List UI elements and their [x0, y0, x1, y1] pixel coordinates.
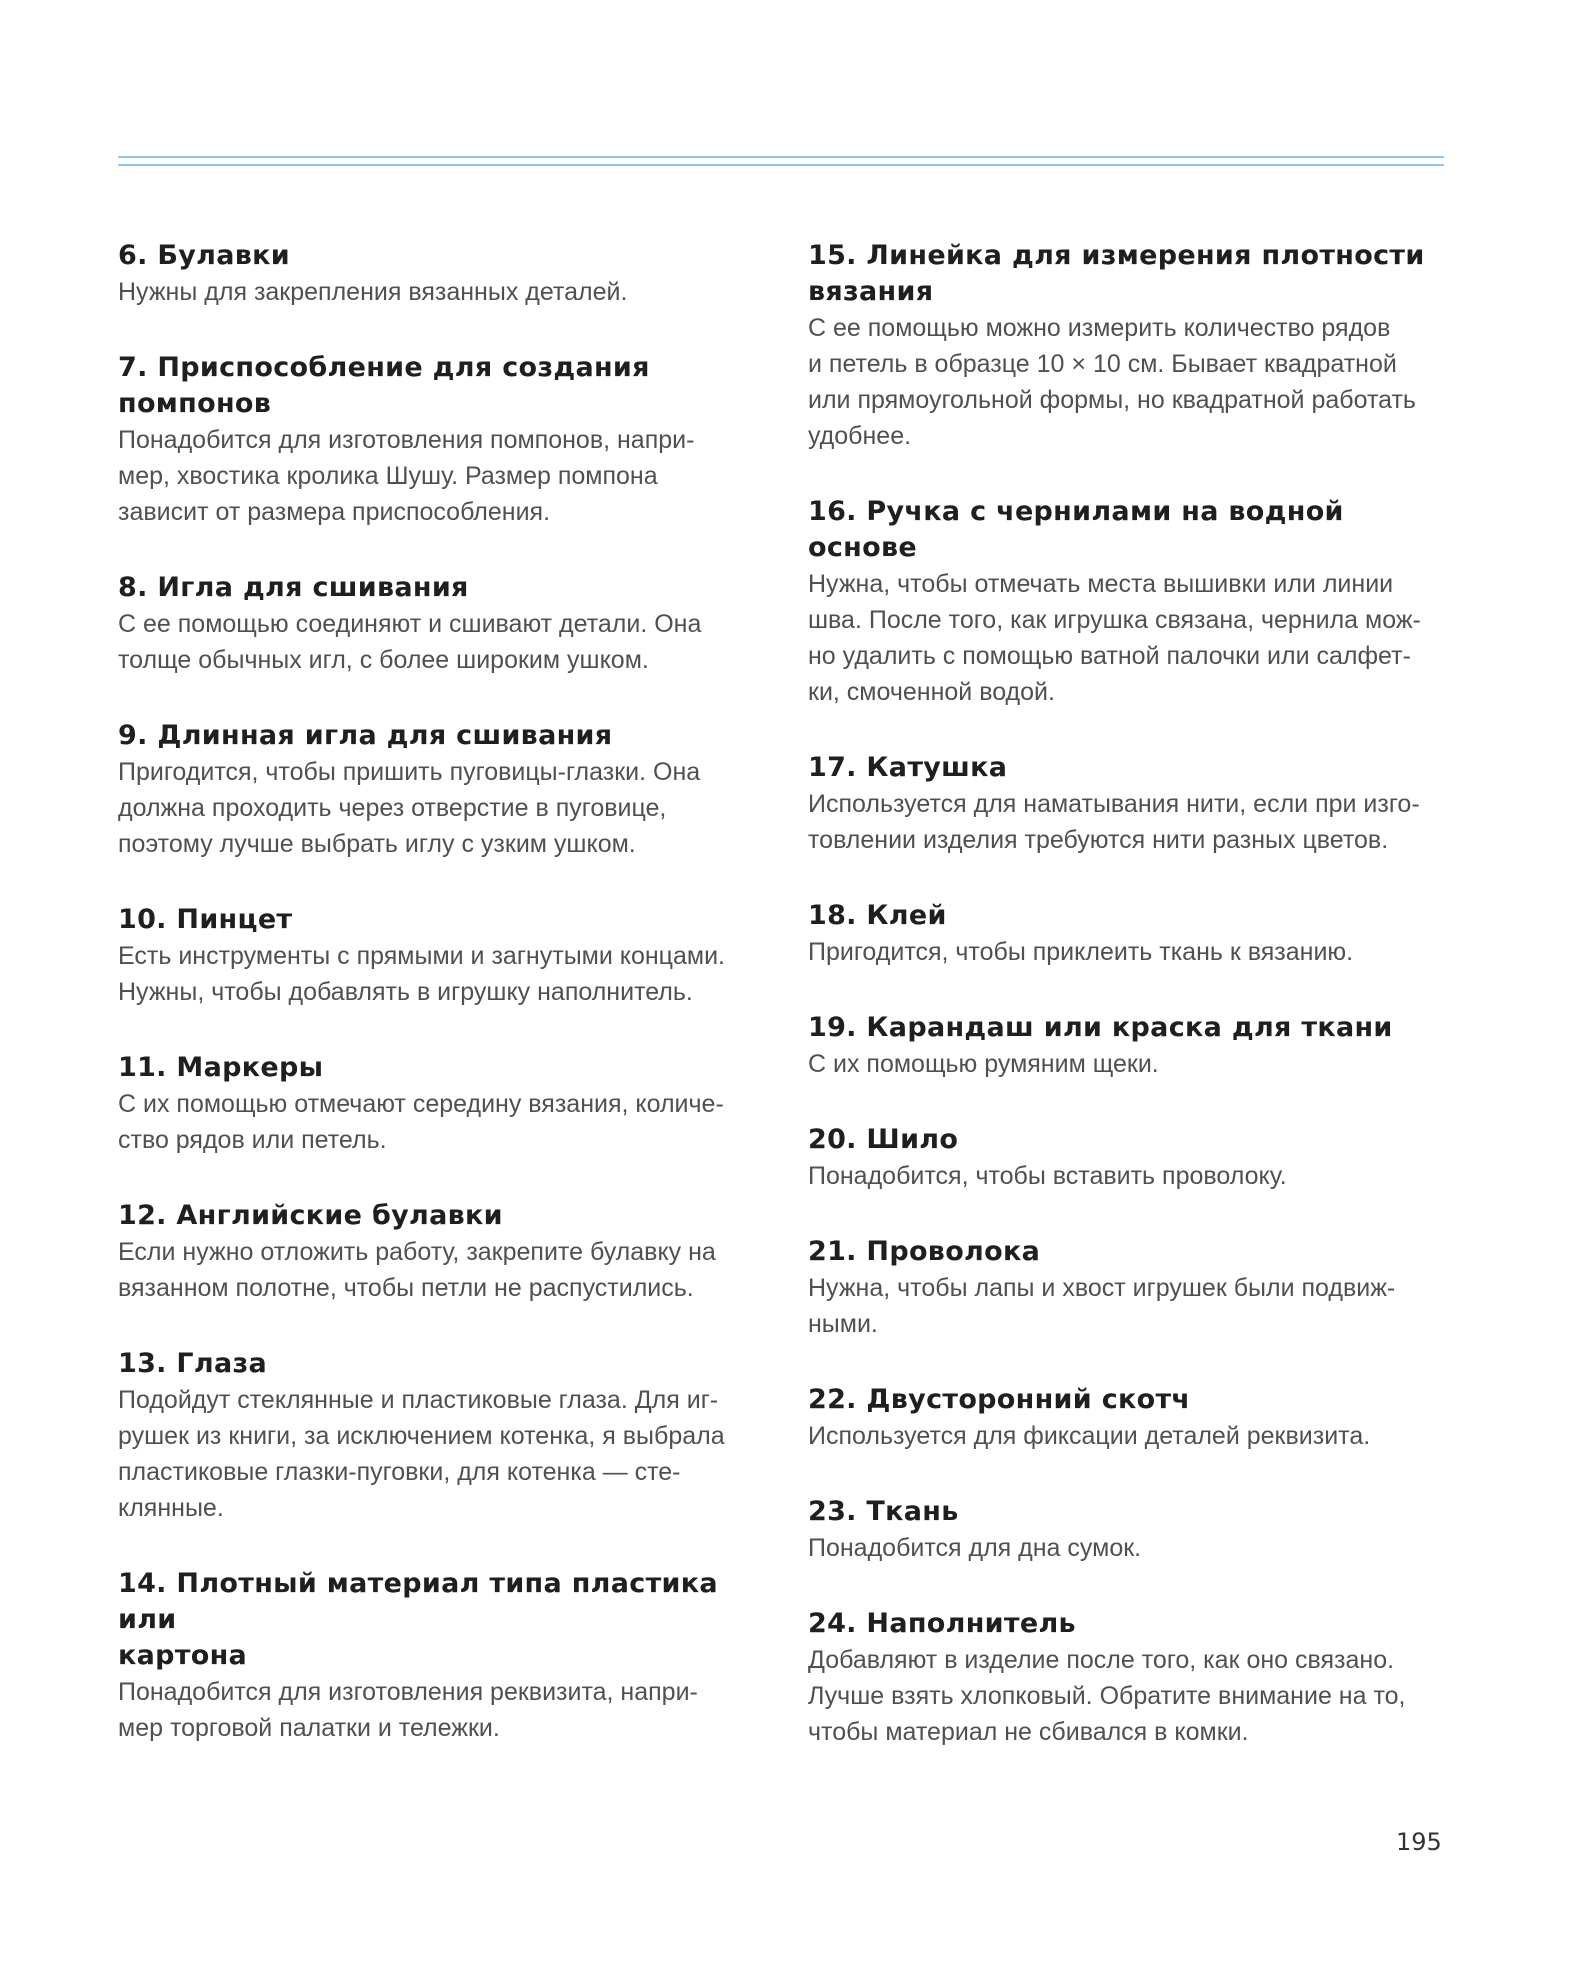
- item-title: 21. Проволока: [808, 1236, 1041, 1267]
- item-description: Понадобится для дна сумок.: [808, 1534, 1142, 1562]
- item-title: 22. Двусторонний скотч: [808, 1384, 1191, 1415]
- list-item: [808, 494, 1448, 710]
- list-item: [118, 1050, 758, 1158]
- item-description: Добавляют в изделие после того, как оно связано. Лучше взять хлопковый. Обратите внимание на то, чтобы материал не сбивался в комки.: [808, 1646, 1406, 1746]
- list-item: [808, 1010, 1448, 1082]
- top-rule-upper: [118, 156, 1444, 158]
- item-description: Нужна, чтобы лапы и хвост игрушек были подвиж- ными.: [808, 1274, 1396, 1338]
- item-title: 24. Наполнитель: [808, 1608, 1076, 1639]
- item-description: Если нужно отложить работу, закрепите булавку на вязанном полотне, чтобы петли не распустились.: [118, 1238, 716, 1302]
- item-description: Нужна, чтобы отмечать места вышивки или линии шва. После того, как игрушка связана, чернила мож- но удалить с помощью ватной палочки или салфет- ки, смоченной водой.: [808, 570, 1421, 706]
- list-item: [118, 1566, 758, 1746]
- list-item: [118, 1346, 758, 1526]
- item-description: С их помощью румяним щеки.: [808, 1050, 1159, 1078]
- list-item: [808, 1382, 1448, 1454]
- item-title: 20. Шило: [808, 1124, 959, 1155]
- item-description: Понадобится, чтобы вставить проволоку.: [808, 1162, 1287, 1190]
- item-title: 11. Маркеры: [118, 1052, 324, 1083]
- list-item: [118, 570, 758, 678]
- item-title: 6. Булавки: [118, 240, 290, 271]
- item-description: С ее помощью можно измерить количество рядов и петель в образце 10 × 10 см. Бывает квадратной или прямоугольной формы, но квадратной работать удобнее.: [808, 314, 1416, 450]
- item-description: Используется для фиксации деталей реквизита.: [808, 1422, 1371, 1450]
- item-title: 16. Ручка с чернилами на водной основе: [808, 496, 1344, 563]
- left-column: [118, 238, 758, 1786]
- list-item: [808, 1122, 1448, 1194]
- top-rule-lower: [118, 164, 1444, 166]
- list-item: [118, 902, 758, 1010]
- list-item: [808, 1606, 1448, 1750]
- item-title: 15. Линейка для измерения плотности вязания: [808, 240, 1425, 307]
- list-item: [808, 1234, 1448, 1342]
- item-description: С их помощью отмечают середину вязания, количе- ство рядов или петель.: [118, 1090, 724, 1154]
- item-description: Пригодится, чтобы приклеить ткань к вязанию.: [808, 938, 1354, 966]
- list-item: [808, 898, 1448, 970]
- item-description: Используется для наматывания нити, если при изго- товлении изделия требуются нити разных цветов.: [808, 790, 1420, 854]
- list-item: [118, 238, 758, 310]
- item-title: 9. Длинная игла для сшивания: [118, 720, 613, 751]
- item-title: 17. Катушка: [808, 752, 1008, 783]
- item-title: 23. Ткань: [808, 1496, 959, 1527]
- item-description: С ее помощью соединяют и сшивают детали. Она толще обычных игл, с более широким ушком.: [118, 610, 702, 674]
- list-item: [808, 750, 1448, 858]
- item-title: 13. Глаза: [118, 1348, 268, 1379]
- item-description: Пригодится, чтобы пришить пуговицы-глазки. Она должна проходить через отверстие в пуговице, поэтому лучше выбрать иглу с узким ушком.: [118, 758, 701, 858]
- item-title: 14. Плотный материал типа пластика или картона: [118, 1568, 718, 1671]
- item-description: Нужны для закрепления вязанных деталей.: [118, 278, 628, 306]
- item-title: 7. Приспособление для создания помпонов: [118, 352, 650, 419]
- item-title: 10. Пинцет: [118, 904, 293, 935]
- item-title: 12. Английские булавки: [118, 1200, 503, 1231]
- list-item: [808, 238, 1448, 454]
- list-item: [808, 1494, 1448, 1566]
- item-description: Понадобится для изготовления помпонов, напри- мер, хвостика кролика Шушу. Размер помпона зависит от размера приспособления.: [118, 426, 695, 526]
- list-item: [118, 718, 758, 862]
- right-column: [808, 238, 1448, 1790]
- item-title: 18. Клей: [808, 900, 947, 931]
- item-description: Понадобится для изготовления реквизита, напри- мер торговой палатки и тележки.: [118, 1678, 698, 1742]
- item-title: 8. Игла для сшивания: [118, 572, 469, 603]
- list-item: [118, 1198, 758, 1306]
- item-description: Есть инструменты с прямыми и загнутыми концами. Нужны, чтобы добавлять в игрушку наполнитель.: [118, 942, 726, 1006]
- item-description: Подойдут стеклянные и пластиковые глаза. Для иг- рушек из книги, за исключением котенка, я выбрала пластиковые глазки-пуговки, для котенка — сте- клянные.: [118, 1386, 725, 1522]
- list-item: [118, 350, 758, 530]
- page-number: 195: [1396, 1828, 1442, 1856]
- item-title: 19. Карандаш или краска для ткани: [808, 1012, 1393, 1043]
